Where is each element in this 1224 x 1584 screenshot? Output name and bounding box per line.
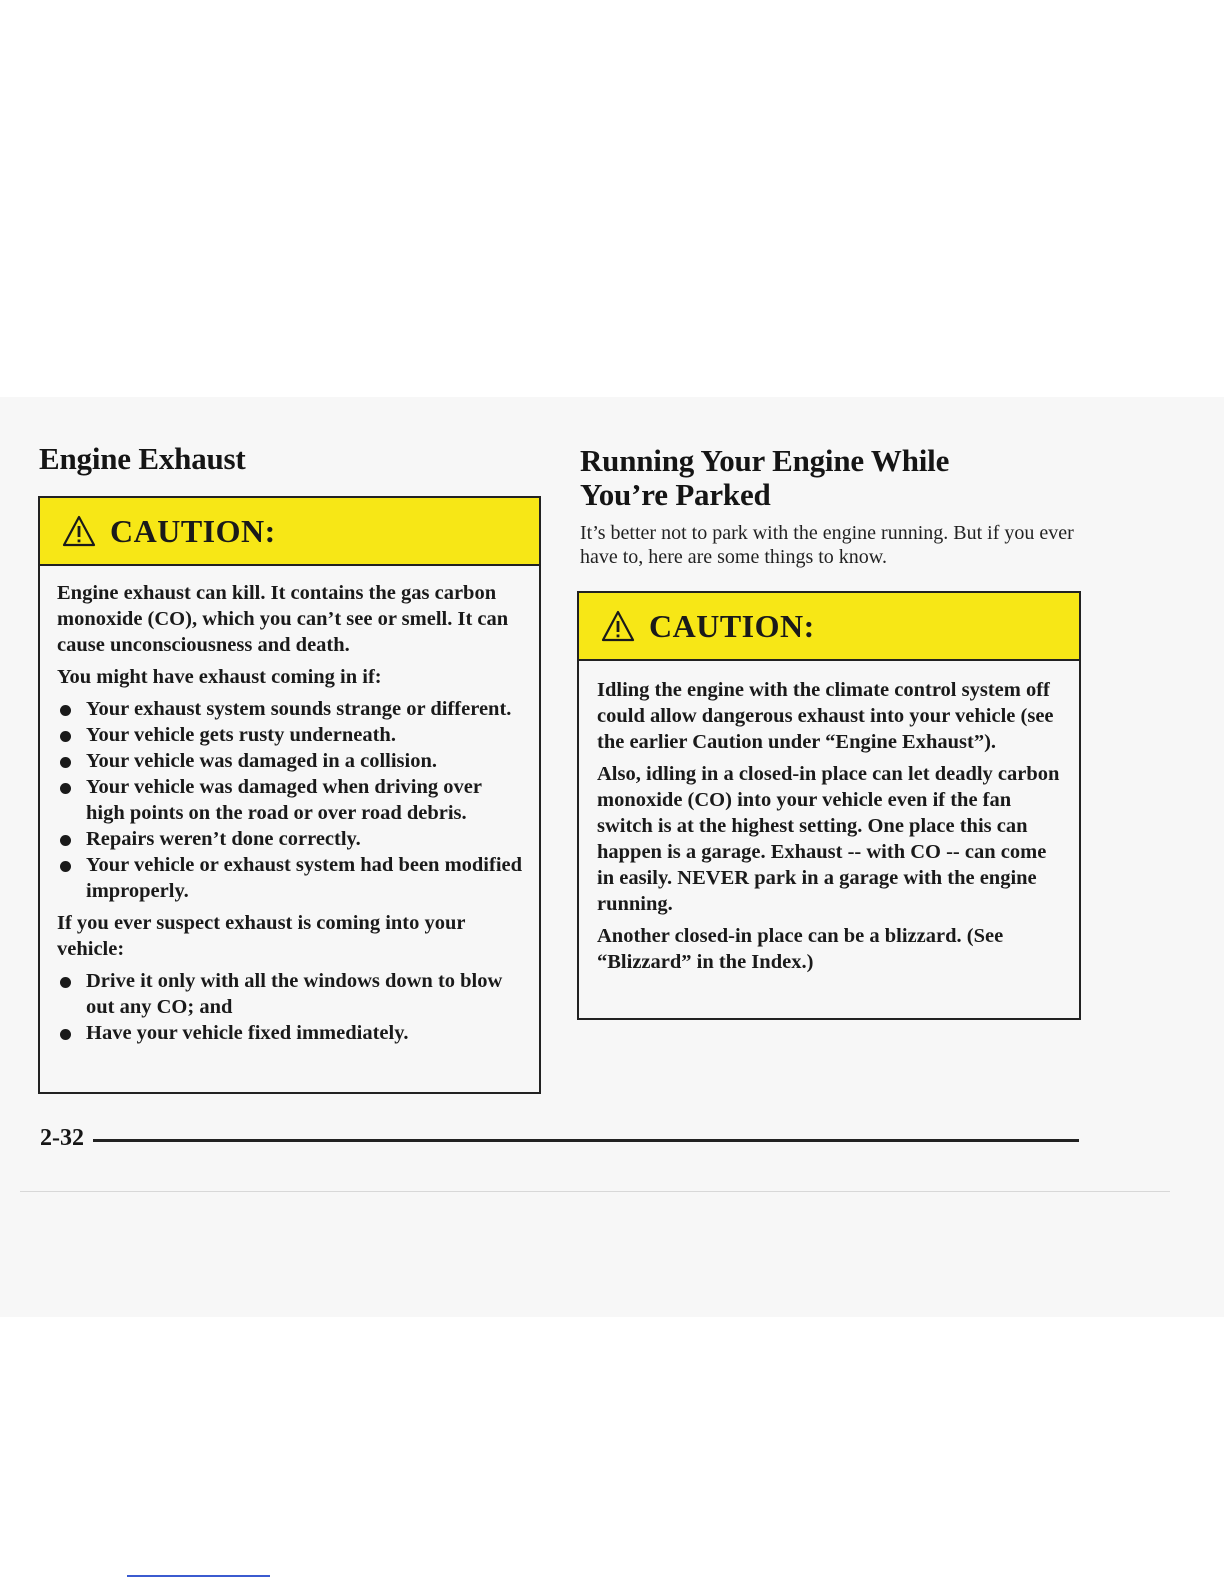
bullet-icon — [60, 861, 71, 872]
caution-body — [579, 661, 1079, 991]
scan-edge-line — [20, 1191, 1170, 1192]
page-number: 2-32 — [40, 1125, 84, 1151]
list-item: Your vehicle or exhaust system had been modified improperly. — [57, 852, 523, 904]
footer-rule — [93, 1139, 1079, 1142]
caution-label: CAUTION: — [649, 607, 815, 644]
caution-box-engine-exhaust — [38, 496, 541, 1094]
warning-triangle-icon — [62, 515, 96, 547]
list-item: Your vehicle was damaged when driving over high points on the road or over road debris. — [57, 774, 523, 826]
heading-line: Running Your Engine While — [580, 443, 950, 478]
exhaust-symptom-list — [57, 696, 523, 904]
caution-paragraph: If you ever suspect exhaust is coming into your vehicle: — [57, 912, 466, 960]
caution-paragraph: Idling the engine with the climate control system off could allow dangerous exhaust into your vehicle (see the earlier Caution under “Engine Exhaust”). — [597, 679, 1054, 753]
bullet-icon — [60, 757, 71, 768]
caution-paragraph: You might have exhaust coming in if: — [57, 666, 382, 688]
caution-header — [40, 498, 539, 566]
caution-header — [579, 593, 1079, 661]
blue-underline — [127, 1575, 270, 1577]
list-item: Your vehicle gets rusty underneath. — [57, 722, 523, 748]
caution-paragraph: Also, idling in a closed-in place can let deadly carbon monoxide (CO) into your vehicle even if the fan switch is at the highest setting. One place this can happen is a garage. Exhaust -- with CO -- can come in easily. NEVER park in a garage with the engine running. — [597, 763, 1060, 915]
bullet-icon — [60, 731, 71, 742]
caution-box-idling — [577, 591, 1081, 1020]
list-item: Your exhaust system sounds strange or different. — [57, 696, 523, 722]
section-heading-running-engine-parked — [580, 444, 949, 512]
bullet-icon — [60, 705, 71, 716]
list-item: Repairs weren’t done correctly. — [57, 826, 523, 852]
list-item: Have your vehicle fixed immediately. — [57, 1020, 523, 1046]
heading-line: You’re Parked — [580, 477, 771, 512]
bullet-icon — [60, 977, 71, 988]
exhaust-action-list — [57, 968, 523, 1046]
caution-paragraph: Another closed-in place can be a blizzard. (See “Blizzard” in the Index.) — [597, 925, 1004, 973]
list-item: Your vehicle was damaged in a collision. — [57, 748, 523, 774]
caution-body — [40, 566, 539, 1062]
warning-triangle-icon — [601, 610, 635, 642]
section-heading-engine-exhaust: Engine Exhaust — [39, 441, 246, 476]
bullet-icon — [60, 835, 71, 846]
caution-label: CAUTION: — [110, 512, 276, 549]
list-item: Drive it only with all the windows down to blow out any CO; and — [57, 968, 523, 1020]
bullet-icon — [60, 1029, 71, 1040]
bullet-icon — [60, 783, 71, 794]
caution-paragraph: Engine exhaust can kill. It contains the gas carbon monoxide (CO), which you can’t see or smell. It can cause unconsciousness and death. — [57, 582, 509, 656]
intro-paragraph: It’s better not to park with the engine running. But if you ever have to, here are some things to know. — [580, 522, 1074, 568]
